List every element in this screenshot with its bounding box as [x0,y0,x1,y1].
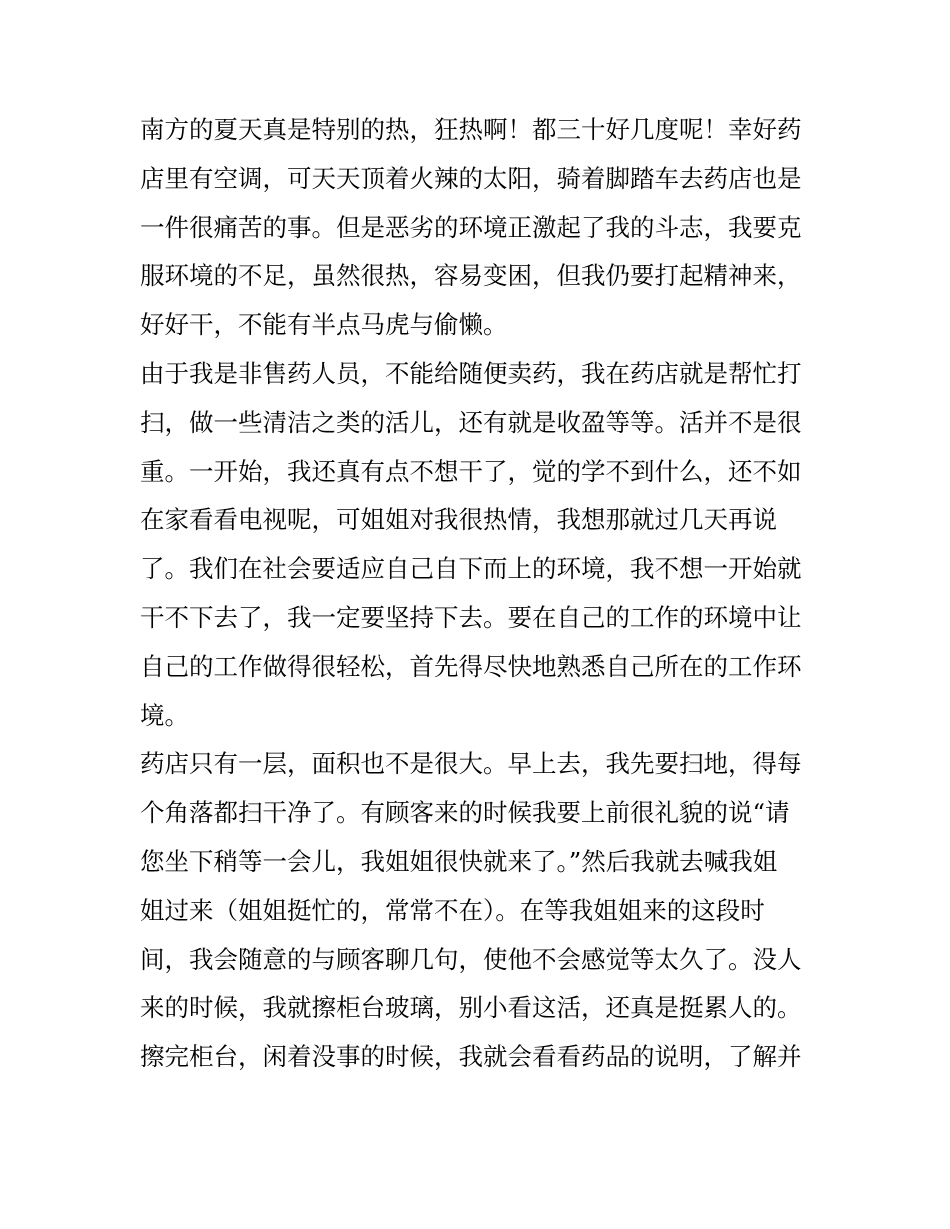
text-line: 一件很痛苦的事。但是恶劣的环境正激起了我的斗志，我要克 [140,212,802,242]
text-line: 擦完柜台，闲着没事的时候，我就会看看药品的说明，了解并 [140,1042,802,1072]
text-line: 在家看看电视呢，可姐姐对我很热情，我想那就过几天再说 [140,505,777,535]
text-line: 服环境的不足，虽然很热，容易变困，但我仍要打起精神来， [140,261,802,291]
text-line: 来的时候，我就擦柜台玻璃，别小看这活，还真是挺累人的。 [140,993,802,1023]
text-line: 您坐下稍等一会儿，我姐姐很快就来了。”然后我就去喊我姐 [140,846,778,876]
text-line: 店里有空调，可天天顶着火辣的太阳，骑着脚踏车去药店也是 [140,163,802,193]
document-body [140,106,812,1082]
text-line: 好好干，不能有半点马虎与偷懒。 [140,310,508,340]
text-line: 境。 [140,700,189,730]
text-line: 干不下去了，我一定要坚持下去。要在自己的工作的环境中让 [140,602,802,632]
text-line: 间，我会随意的与顾客聊几句，使他不会感觉等太久了。没人 [140,944,802,974]
text-line: 由于我是非售药人员，不能给随便卖药，我在药店就是帮忙打 [140,358,802,388]
text-line: 重。一开始，我还真有点不想干了，觉的学不到什么，还不如 [140,456,802,486]
text-line: 个角落都扫干净了。有顾客来的时候我要上前很礼貌的说“请 [140,798,790,828]
text-line: 姐过来（姐姐挺忙的，常常不在）。在等我姐姐来的这段时 [140,895,765,925]
text-line: 扫，做一些清洁之类的活儿，还有就是收盈等等。活并不是很 [140,407,802,437]
text-line: 了。我们在社会要适应自己自下而上的环境，我不想一开始就 [140,554,802,584]
text-line: 药店只有一层，面积也不是很大。早上去，我先要扫地，得每 [140,749,802,779]
text-line: 自己的工作做得很轻松，首先得尽快地熟悉自己所在的工作环 [140,651,802,681]
text-line: 南方的夏天真是特别的热，狂热啊！都三十好几度呢！幸好药 [140,115,802,144]
